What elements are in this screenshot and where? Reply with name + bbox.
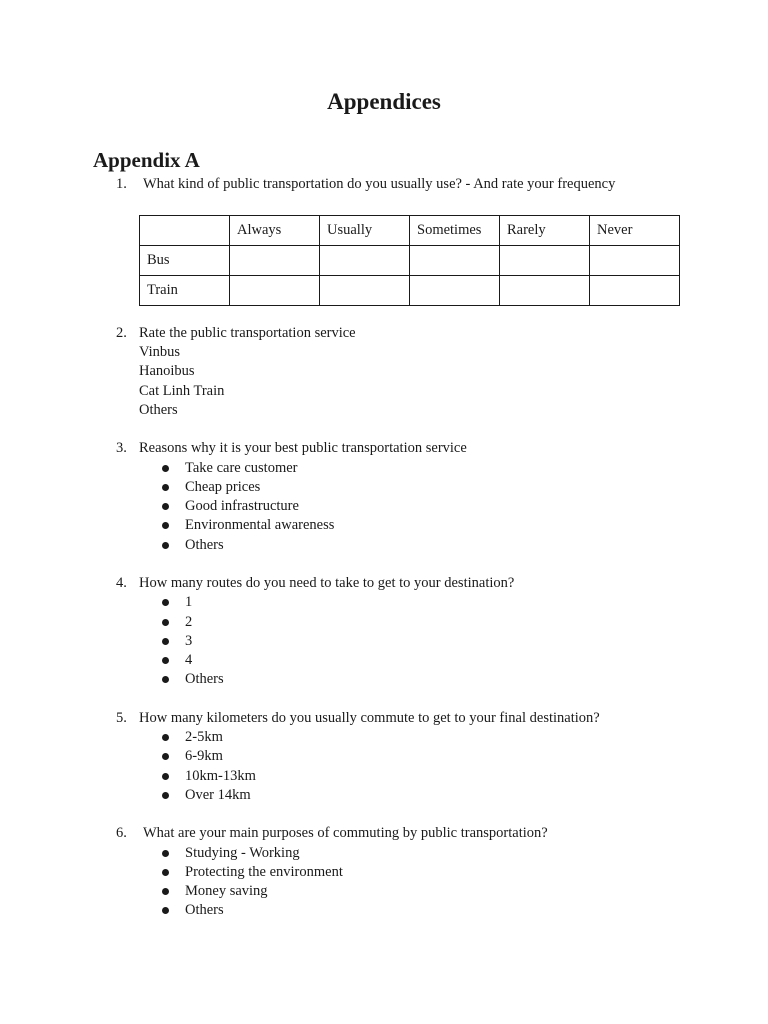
bullet-icon [162,907,169,914]
appendix-heading: Appendix A [93,148,200,172]
table-header-cell: Usually [320,216,410,246]
bullet-icon [162,734,169,741]
list-item: Others [139,402,178,418]
bullet-icon [162,542,169,549]
bullet-icon [162,773,169,780]
list-item: Cat Linh Train [139,383,225,399]
bullet-icon [162,657,169,664]
question-number: 3. [116,440,127,456]
table-cell [500,276,590,306]
bullet-icon [162,850,169,857]
list-item-label: Money saving [185,883,268,899]
frequency-table [139,215,680,306]
list-item-label: Others [185,902,224,918]
list-item-label: 10km-13km [185,768,256,784]
list-item-label: Protecting the environment [185,864,343,880]
question-text: What are your main purposes of commuting by public transportation? [143,825,548,841]
bullet-icon [162,503,169,510]
bullet-icon [162,869,169,876]
bullet-icon [162,792,169,799]
question-number: 5. [116,710,127,726]
list-item-label: 4 [185,652,193,668]
question-text: How many routes do you need to take to get to your destination? [139,575,515,591]
bullet-icon [162,753,169,760]
question-text: What kind of public transportation do you usually use? - And rate your frequency [143,176,616,192]
list-item-label: Others [185,671,224,687]
list-item-label: Others [185,537,224,553]
table-header-cell: Always [230,216,320,246]
page-title: Appendices [327,89,441,114]
table-header-cell: Never [590,216,680,246]
bullet-icon [162,619,169,626]
question-number: 2. [116,325,127,341]
question-number: 1. [116,176,127,192]
list-item: Vinbus [139,344,181,360]
table-cell [320,276,410,306]
bullet-icon [162,888,169,895]
bullet-icon [162,638,169,645]
list-item-label: Take care customer [185,460,298,476]
table-row-label: Bus [140,246,230,276]
list-item-label: 6-9km [185,748,223,764]
table-cell [410,276,500,306]
table-row-label: Train [140,276,230,306]
list-item-label: Over 14km [185,787,251,803]
bullet-icon [162,465,169,472]
question-number: 4. [116,575,127,591]
list-item-label: Studying - Working [185,845,300,861]
question-text: Reasons why it is your best public transportation service [139,440,467,456]
bullet-icon [162,522,169,529]
list-item-label: 2 [185,614,193,630]
list-item-label: 3 [185,633,193,649]
list-item-label: Environmental awareness [185,517,335,533]
list-item-label: 2-5km [185,729,223,745]
table-header-cell: Rarely [500,216,590,246]
table-cell [590,276,680,306]
bullet-icon [162,599,169,606]
question-number: 6. [116,825,127,841]
bullet-icon [162,484,169,491]
bullet-icon [162,676,169,683]
table-row [140,276,680,306]
table-header-row [140,216,680,246]
list-item-label: Good infrastructure [185,498,299,514]
list-item: Hanoibus [139,363,195,379]
list-item-label: Cheap prices [185,479,261,495]
question-text: How many kilometers do you usually commute to get to your final destination? [139,710,600,726]
table-cell [590,246,680,276]
list-item-label: 1 [185,594,193,610]
table-row [140,246,680,276]
table-cell [410,246,500,276]
table-cell [230,246,320,276]
table-header-cell: Sometimes [410,216,500,246]
table-cell [500,246,590,276]
question-text: Rate the public transportation service [139,325,356,341]
table-cell [320,246,410,276]
table-header-cell [140,216,230,246]
table-cell [230,276,320,306]
